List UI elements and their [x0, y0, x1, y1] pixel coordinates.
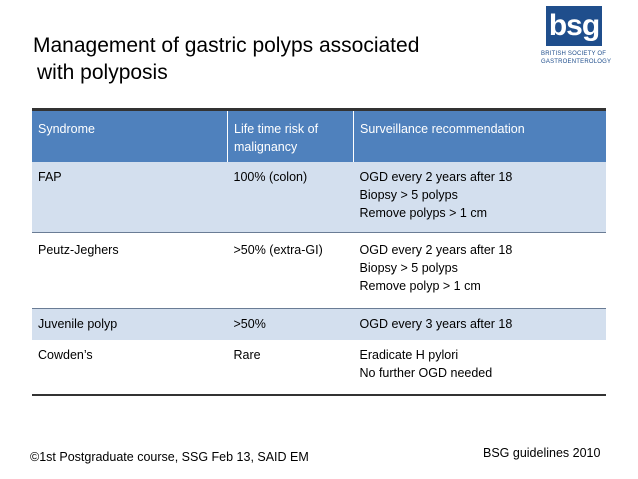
rec-line: Remove polyp > 1 cm [359, 278, 481, 293]
polyposis-table [32, 108, 606, 396]
rec-line: Biopsy > 5 polyps [359, 188, 458, 202]
table-header-row [32, 110, 606, 163]
cell-syndrome: Juvenile polyp [32, 308, 228, 340]
logo-caption [541, 50, 631, 66]
logo-mark: bsg [546, 6, 602, 46]
footer-source: BSG guidelines 2010 [483, 446, 601, 460]
rec-line: No further OGD needed [359, 366, 493, 380]
bsg-logo [541, 6, 631, 72]
cell-syndrome: FAP [38, 170, 62, 184]
table-row [32, 162, 606, 232]
cell-recommendation [354, 162, 607, 232]
rec-line: Eradicate H pylori [359, 348, 459, 362]
rec-line: OGD every 2 years after 18 [359, 170, 513, 184]
logo-caption-line-2: GASTROENTEROLOGY [541, 59, 612, 65]
title-line-1: Management of gastric polyps associated [33, 34, 420, 57]
header-risk: Life time risk of malignancy [228, 110, 354, 163]
cell-risk: 100% (colon) [233, 170, 308, 184]
rec-line: OGD every 3 years after 18 [359, 316, 513, 331]
rec-line: Biopsy > 5 polyps [359, 260, 458, 275]
cell-recommendation [354, 232, 607, 308]
cell-risk: Rare [233, 348, 261, 362]
cell-syndrome: Peutz-Jeghers [32, 232, 228, 308]
footer-copyright: ©1st Postgraduate course, SSG Feb 13, SAID EM [30, 450, 309, 464]
cell-syndrome: Cowden’s [38, 348, 93, 362]
logo-caption-line-1: BRITISH SOCIETY OF [541, 51, 607, 57]
header-recommendation: Surveillance recommendation [354, 110, 607, 163]
cell-risk: >50% (extra-GI) [228, 232, 354, 308]
header-syndrome: Syndrome [38, 122, 95, 136]
cell-recommendation [354, 340, 607, 395]
table-row [32, 232, 606, 308]
table-row [32, 340, 606, 395]
slide-title [33, 32, 503, 86]
title-line-2: with polyposis [37, 61, 168, 84]
rec-line: Remove polyps > 1 cm [359, 206, 487, 220]
cell-risk: >50% [228, 308, 354, 340]
rec-line: OGD every 2 years after 18 [359, 242, 513, 257]
cell-recommendation [354, 308, 607, 340]
table-row [32, 308, 606, 340]
